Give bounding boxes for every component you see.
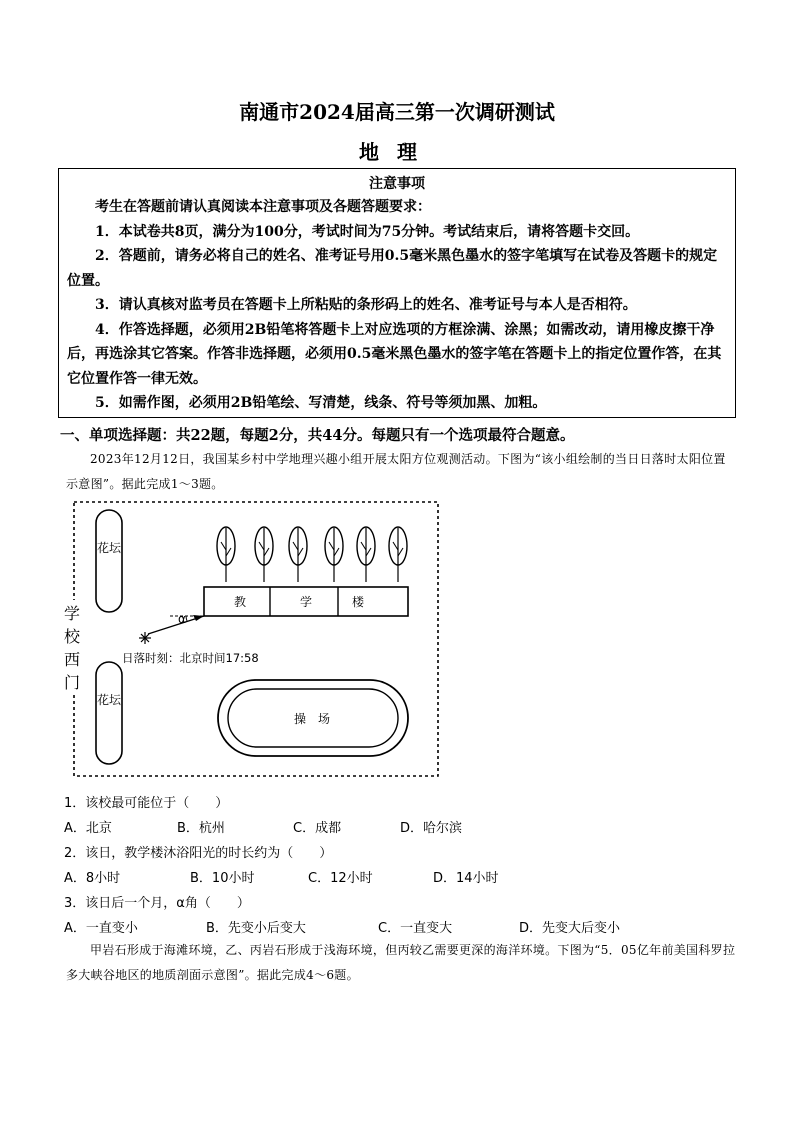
- sunset-position-figure: [60, 496, 445, 782]
- option-b: B．先变小后变大: [206, 921, 306, 936]
- building-char: 学: [299, 595, 313, 609]
- option-c: C．12小时: [308, 871, 373, 886]
- option-b: B．杭州: [177, 821, 225, 836]
- notice-item: 1．本试卷共8页，满分为100分，考试时间为75分钟。考试结束后，请将答题卡交回。: [95, 223, 640, 240]
- flower-bed-label: 花坛: [96, 693, 122, 707]
- option-a: A．一直变小: [64, 921, 138, 936]
- notice-item: 4．作答选择题，必须用2B铅笔将答题卡上对应选项的方框涂满、涂黑；如需改动，请用橡皮擦干净后，再选涂其它答案。作答非选择题，必须用0.5毫米黑色墨水的签字笔在答题卡上的指定位置作答，在其它位置作答一律无效。: [67, 321, 722, 387]
- tree-icon: [217, 527, 235, 582]
- option-d: D．哈尔滨: [400, 821, 463, 836]
- building-char: 教: [233, 595, 247, 609]
- flower-bed-label: 花坛: [96, 541, 122, 555]
- playground-label: 操 场: [293, 712, 331, 726]
- flower-bed-north: [96, 510, 122, 612]
- notice-intro: 考生在答题前请认真阅读本注意事项及各题答题要求：: [95, 199, 431, 215]
- sunset-time-label: 日落时刻：北京时间17:58: [122, 651, 259, 665]
- tree-row: [217, 527, 407, 582]
- option-a: A．北京: [64, 821, 112, 836]
- option-c: C．成都: [293, 821, 342, 836]
- notice-item: 2．答题前，请务必将自己的姓名、准考证号用0.5毫米黑色墨水的签字笔填写在试卷及答题卡的规定位置。: [67, 248, 718, 289]
- exam-title: 南通市2024届高三第一次调研测试: [239, 100, 555, 124]
- question-stem: 2．该日，教学楼沐浴阳光的时长约为（ ）: [64, 846, 333, 861]
- notice-item: 5．如需作图，必须用2B铅笔绘、写清楚，线条、符号等须加黑、加粗。: [95, 395, 547, 411]
- flower-bed-south: [96, 662, 122, 764]
- question-stem: 1．该校最可能位于（ ）: [64, 796, 229, 811]
- option-b: B．10小时: [190, 871, 255, 886]
- option-a: A．8小时: [64, 871, 121, 886]
- option-d: D．先变大后变小: [519, 921, 621, 936]
- tree-icon: [289, 527, 307, 582]
- question-intro: 2023年12月12日，我国某乡村中学地理兴趣小组开展太阳方位观测活动。下图为“该小组绘制的当日日落时太阳位置示意图”。据此完成1～3题。: [66, 452, 726, 491]
- tree-icon: [255, 527, 273, 582]
- tree-icon: [357, 527, 375, 582]
- building-char: 楼: [351, 595, 365, 609]
- question-stem: 3．该日后一个月，α角（ ）: [64, 896, 250, 911]
- question-intro: 甲岩石形成于海滩环境，乙、丙岩石形成于浅海环境，但丙较乙需要更深的海洋环境。下图为“5．05亿年前美国科罗拉多大峡谷地区的地质剖面示意图”。据此完成4～6题。: [66, 943, 736, 982]
- alpha-label: α: [178, 612, 186, 626]
- section-heading: 一、单项选择题：共22题，每题2分，共44分。每题只有一个选项最符合题意。: [60, 427, 575, 444]
- tree-icon: [325, 527, 343, 582]
- notice-item: 3．请认真核对监考员在答题卡上所粘贴的条形码上的姓名、准考证号与本人是否相符。: [95, 297, 637, 313]
- subject-title: 地理: [359, 140, 435, 164]
- option-d: D．14小时: [433, 871, 499, 886]
- tree-icon: [389, 527, 407, 582]
- notice-title: 注意事项: [369, 176, 425, 192]
- school-boundary: [74, 502, 438, 776]
- option-c: C．一直变大: [378, 921, 453, 936]
- west-gate-label: 学校西门: [64, 604, 81, 692]
- notice-box: [58, 168, 736, 418]
